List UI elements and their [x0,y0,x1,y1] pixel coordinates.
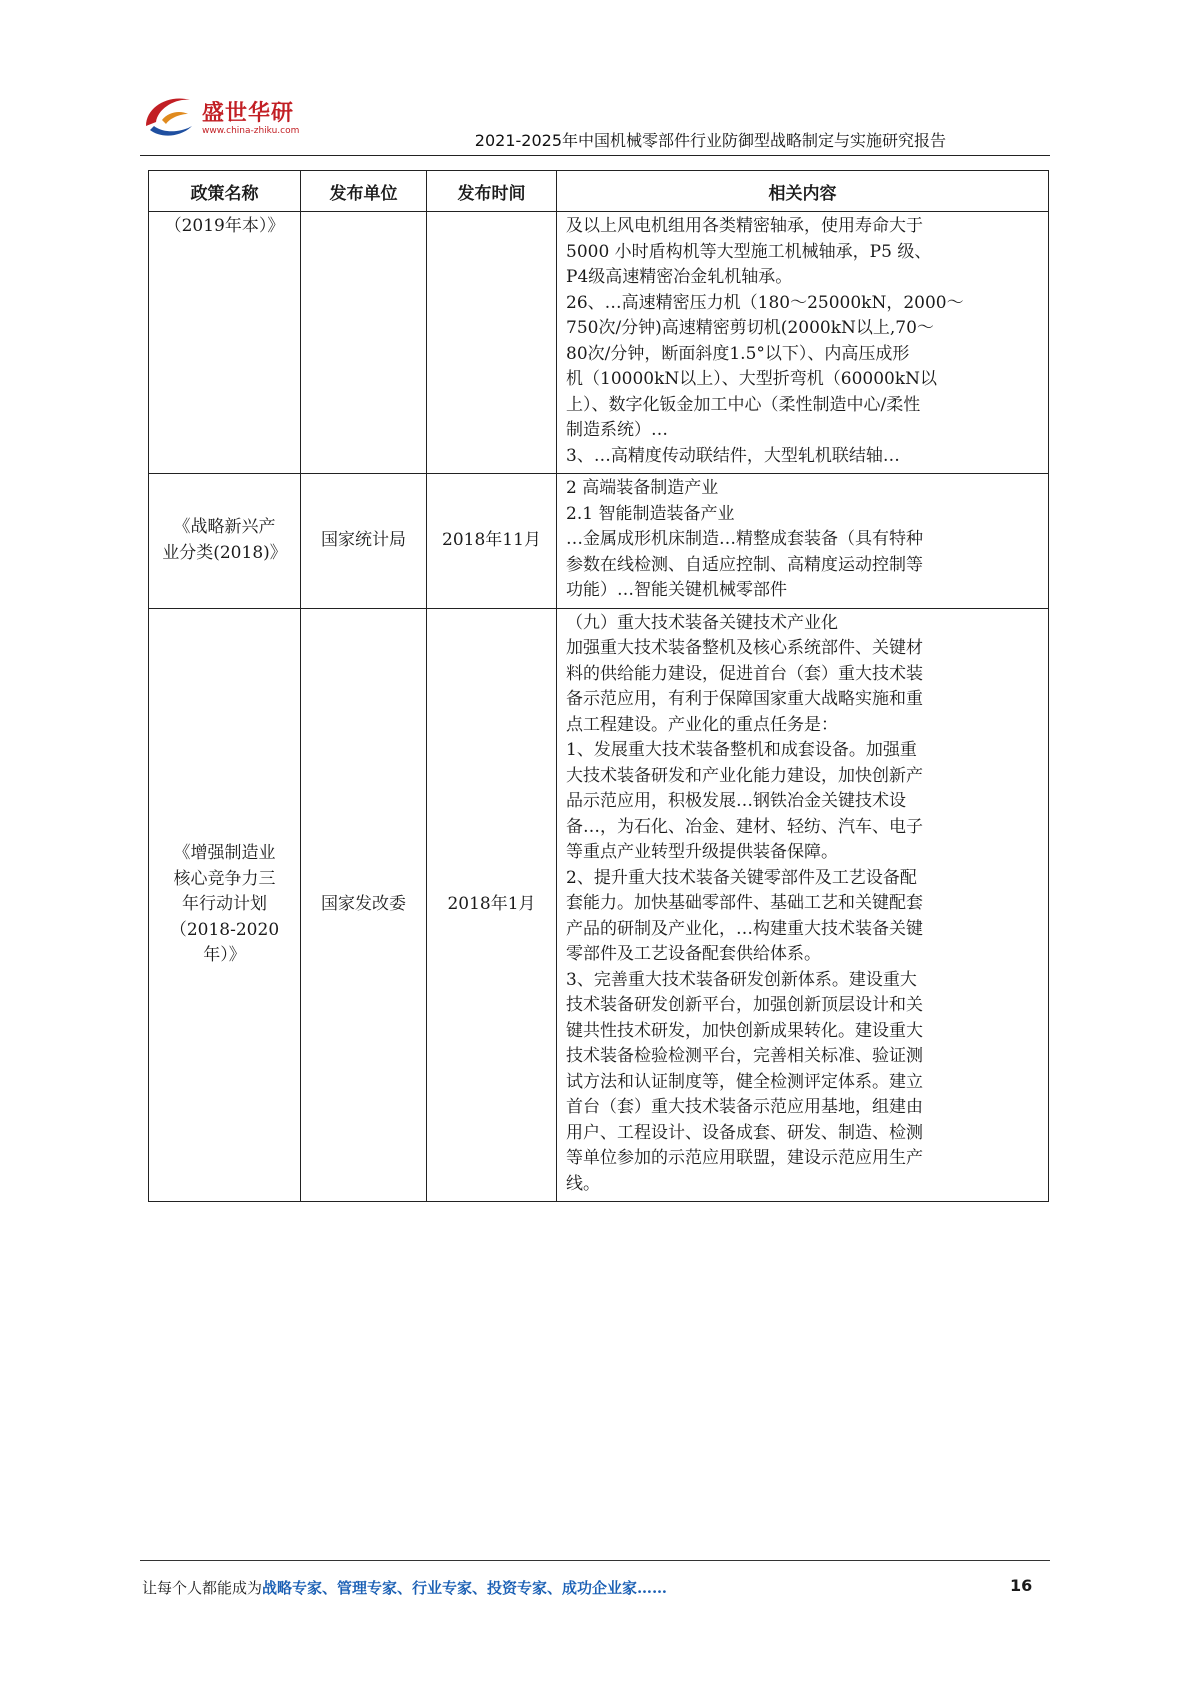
date-cell: 2018年11月 [427,474,557,609]
content-line: 点工程建设。产业化的重点任务是： [566,714,838,735]
policy-name-line: 《战略新兴产 [173,517,276,538]
content-line: 等重点产业转型升级提供装备保障。 [566,842,838,862]
header-publisher: 发布单位 [301,171,427,212]
policy-name-line: 年）》 [203,945,246,965]
publisher-cell: 国家发改委 [301,608,427,1202]
content-line: 功能）…智能关键机械零部件 [566,580,787,600]
content-line: 参数在线检测、自适应控制、高精度运动控制等 [566,554,923,575]
content-line: 3、完善重大技术装备研发创新体系。建设重大 [566,969,917,990]
content-line: 上）、数字化钣金加工中心（柔性制造中心/柔性 [566,394,921,415]
footer-divider [140,1560,1050,1561]
logo-url: www.china-zhiku.com [202,126,300,136]
content-line: 1、发展重大技术装备整机和成套设备。加强重 [566,740,917,760]
content-line: 2 高端装备制造产业 [566,478,719,498]
content-line: 首台（套）重大技术装备示范应用基地，组建由 [566,1097,923,1117]
policy-table [148,170,1049,1202]
content-line: 加强重大技术装备整机及核心系统部件、关键材 [566,638,923,658]
content-line: 线。 [566,1173,600,1194]
content-line: 制造系统）… [566,420,668,440]
footer-roles: 战略专家、管理专家、行业专家、投资专家、成功企业家…… [262,1579,668,1597]
content-line: 备示范应用，有利于保障国家重大战略实施和重 [566,689,923,709]
content-line: 用户、工程设计、设备成套、研发、制造、检测 [566,1122,923,1143]
footer-prefix: 让每个人都能成为 [142,1579,263,1597]
content-line: 750次/分钟)高速精密剪切机(2000kN以上,70～ [566,318,934,338]
content-line: 5000 小时盾构机等大型施工机械轴承，P5 级、 [566,241,932,262]
header-policy-name: 政策名称 [149,171,301,212]
content-line: 料的供给能力建设，促进首台（套）重大技术装 [566,663,923,684]
content-line: P4级高速精密冶金轧机轴承。 [566,267,793,287]
company-logo [140,86,310,148]
content-line: 2、提升重大技术装备关键零部件及工艺设备配 [566,867,917,888]
report-title: 2021-2025年中国机械零部件行业防御型战略制定与实施研究报告 [474,131,946,150]
table-header-row [149,171,1049,212]
content-line: 套能力。加快基础零部件、基础工艺和关键配套 [566,893,923,913]
table-row [149,608,1049,1202]
content-line: 26、…高速精密压力机（180～25000kN，2000～ [566,292,964,313]
content-cell [557,474,1049,609]
content-line: 等单位参加的示范应用联盟，建设示范应用生产 [566,1148,923,1168]
content-line: 零部件及工艺设备配套供给体系。 [566,944,821,964]
content-line: 大技术装备研发和产业化能力建设，加快创新产 [566,765,923,786]
date-cell [427,212,557,474]
content-line: 80次/分钟，断面斜度1.5°以下）、内高压成形 [566,343,910,364]
content-cell [557,212,1049,474]
publisher-cell [301,212,427,474]
policy-name-line: 核心竞争力三 [173,868,276,889]
policy-name-line: 《增强制造业 [173,843,276,863]
content-line: （九）重大技术装备关键技术产业化 [566,612,838,633]
table-row [149,474,1049,609]
policy-name-line: 年行动计划 [182,894,267,914]
content-line: 3、…高精度传动联结件，大型轧机联结轴… [566,445,900,466]
content-cell [557,608,1049,1202]
date-cell: 2018年1月 [427,608,557,1202]
publisher-cell: 国家统计局 [301,474,427,609]
policy-name-line: （2019年本）》 [164,216,285,236]
content-line: 品示范应用，积极发展…钢铁冶金关键技术设 [566,791,906,811]
policy-name-cell [149,212,301,474]
table-row [149,212,1049,474]
content-line: 机（10000kN以上）、大型折弯机（60000kN以 [566,369,938,389]
policy-name-cell [149,474,301,609]
content-line: 技术装备研发创新平台，加强创新顶层设计和关 [566,995,923,1015]
header-divider [140,155,1050,156]
footer-slogan [142,1577,667,1598]
logo-swoosh-icon [140,86,202,148]
logo-name: 盛世华研 [202,101,295,126]
content-line: 2.1 智能制造装备产业 [566,503,735,524]
policy-name-line: 业分类(2018)》 [162,542,287,563]
content-line: …金属成形机床制造…精整成套装备（具有特种 [566,529,923,549]
content-line: 及以上风电机组用各类精密轴承，使用寿命大于 [566,216,923,236]
content-line: 产品的研制及产业化，…构建重大技术装备关键 [566,918,923,939]
content-line: 键共性技术研发，加快创新成果转化。建设重大 [566,1020,923,1041]
page-number: 16 [1010,1576,1033,1595]
header-date: 发布时间 [427,171,557,212]
header-content: 相关内容 [557,171,1049,212]
content-line: 技术装备检验检测平台，完善相关标准、验证测 [566,1046,923,1066]
content-line: 试方法和认证制度等，健全检测评定体系。建立 [566,1071,923,1092]
content-line: 备…，为石化、冶金、建材、轻纺、汽车、电子 [566,816,923,837]
policy-name-cell [149,608,301,1202]
policy-name-line: （2018-2020 [169,919,280,940]
